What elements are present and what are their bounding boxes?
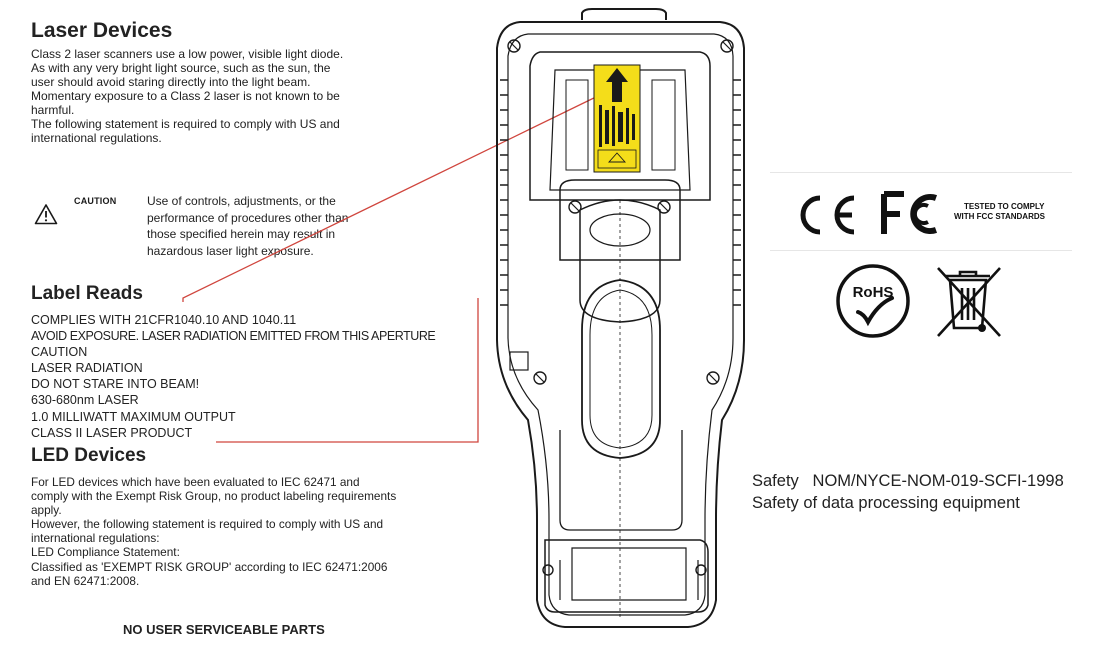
led-line: LED Compliance Statement:	[31, 545, 180, 560]
caution-line: those specified herein may result in	[147, 227, 336, 241]
led-line: and EN 62471:2008.	[31, 573, 140, 588]
caution-line: performance of procedures other than	[147, 210, 349, 225]
marks-divider	[770, 250, 1072, 251]
label-reads-title: Label Reads	[31, 283, 143, 304]
leader-line	[183, 95, 600, 302]
led-devices-title: LED Devices	[31, 445, 147, 466]
laser-warning-label	[594, 65, 640, 172]
label-line: CAUTION	[31, 345, 88, 360]
led-line: international regulations:	[31, 531, 160, 546]
laser-line: As with any very bright light source, such as the sun, the	[31, 61, 331, 75]
rohs-mark-icon	[834, 262, 912, 340]
label-line: DO NOT STARE INTO BEAM!	[31, 377, 200, 392]
laser-devices-title: Laser Devices	[31, 19, 173, 42]
fcc-compliance-note	[954, 202, 1045, 222]
led-line: Classified as 'EXEMPT RISK GROUP' according to IEC 62471:2006	[31, 559, 388, 574]
laser-line: Momentary exposure to a Class 2 laser is not known to be	[31, 89, 340, 103]
laser-line: Class 2 laser scanners use a low power, visible light diode.	[31, 47, 344, 61]
laser-line: user should avoid staring directly into the light beam.	[31, 75, 311, 89]
caution-line: hazardous laser light exposure.	[147, 243, 314, 258]
laser-line: international regulations.	[31, 131, 162, 145]
label-line: LASER RADIATION	[31, 361, 143, 376]
fcc-note-line: TESTED TO COMPLY	[964, 202, 1045, 211]
led-line: However, the following statement is required to comply with US and	[31, 517, 384, 532]
no-user-serviceable-parts: NO USER SERVICEABLE PARTS	[123, 622, 325, 637]
rohs-label: RoHS	[852, 284, 894, 301]
ce-mark-icon	[792, 190, 862, 240]
laser-line: harmful.	[31, 103, 75, 117]
caution-line: Use of controls, adjustments, or the	[147, 194, 336, 208]
laser-line: The following statement is required to comply with US and	[31, 117, 340, 131]
marks-divider	[770, 172, 1072, 173]
safety-standard: Safety NOM/NYCE-NOM-019-SCFI-1998	[752, 472, 1064, 490]
label-line: COMPLIES WITH 21CFR1040.10 AND 1040.11	[31, 313, 297, 327]
led-line: apply.	[31, 503, 62, 518]
label-line: 630-680nm LASER	[31, 393, 139, 408]
caution-label: CAUTION	[74, 196, 117, 206]
safety-description: Safety of data processing equipment	[752, 494, 1020, 512]
label-line: AVOID EXPOSURE. LASER RADIATION EMITTED FROM THIS APERTURE	[31, 329, 436, 344]
fcc-note-line: WITH FCC STANDARDS	[954, 212, 1045, 221]
fcc-mark-icon	[880, 188, 944, 240]
label-line: 1.0 MILLIWATT MAXIMUM OUTPUT	[31, 409, 236, 424]
led-line: comply with the Exempt Risk Group, no product labeling requirements	[31, 489, 397, 504]
led-line: For LED devices which have been evaluated to IEC 62471 and	[31, 475, 360, 489]
label-line: CLASS II LASER PRODUCT	[31, 425, 193, 440]
leader-line	[216, 298, 478, 442]
weee-bin-icon	[932, 262, 1006, 340]
